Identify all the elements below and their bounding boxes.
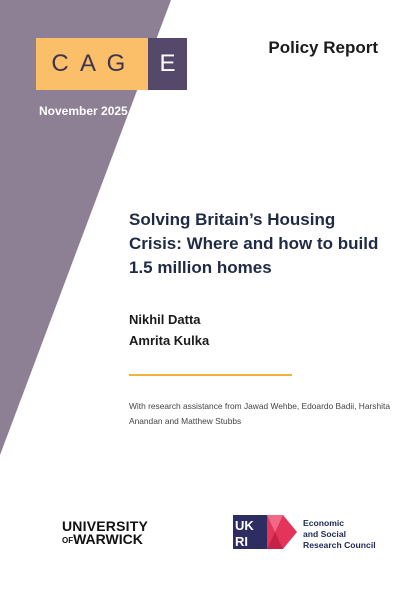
warwick-logo-line1: UNIVERSITY [62,518,149,534]
cage-logo-orange-block [36,38,148,90]
cage-logo-letter: E [159,50,176,77]
ukri-logo [233,515,297,549]
research-assistance-note: With research assistance from Jawad Wehbe, Edoardo Badii, Harshita Anandan and Matthew Stubbs [129,401,390,426]
svg-text:RI: RI [235,534,248,549]
cage-logo-purple-block [148,38,187,90]
publication-date: November 2025 [39,104,128,118]
funder-line: Economic [303,518,345,528]
report-type-label: Policy Report [268,38,378,57]
cage-logo [36,38,187,90]
warwick-logo-warwick: WARWICK [73,531,143,547]
author-name: Nikhil Datta [129,312,201,327]
author-list [129,309,209,351]
cage-logo-letter: C [51,50,69,77]
cage-logo-letter: G [106,50,126,77]
funder-line: Research Council [303,540,376,550]
cage-logo-letter: A [79,50,96,77]
warwick-logo-of: OF [62,535,74,545]
warwick-logo-line2 [62,533,148,547]
author-name: Amrita Kulka [129,333,210,348]
esrc-funder-name [303,518,376,551]
svg-text:UK: UK [235,518,254,533]
funder-line: and Social [303,529,346,539]
title-divider [129,374,292,376]
report-title: Solving Britain’s Housing Crisis: Where and how to build 1.5 million homes [129,210,379,277]
university-of-warwick-logo [62,520,148,547]
